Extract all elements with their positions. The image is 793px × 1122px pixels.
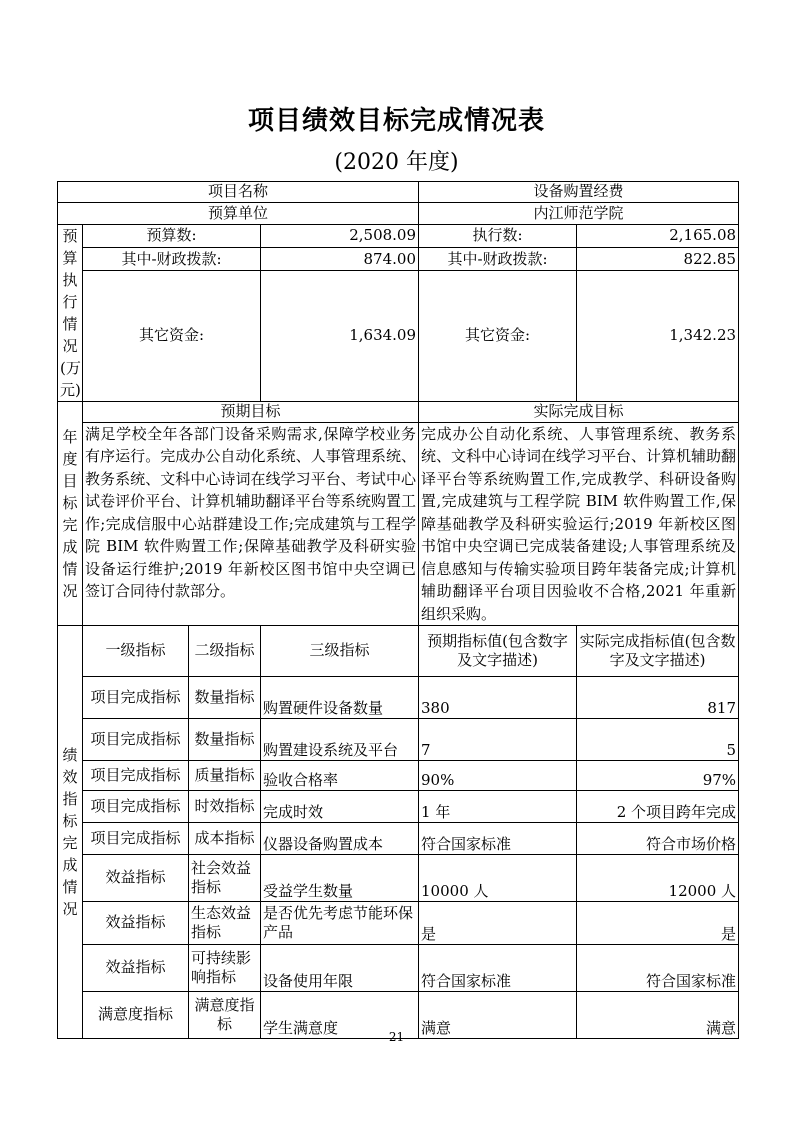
indicator-expected: 90% <box>419 761 577 791</box>
indicator-level3: 购置硬件设备数量 <box>261 677 419 719</box>
project-name-value: 设备购置经费 <box>419 182 739 203</box>
fiscal-exec-value: 822.85 <box>577 248 739 271</box>
project-name-label: 项目名称 <box>58 182 419 203</box>
indicator-row <box>58 677 739 719</box>
indicator-actual: 5 <box>577 719 739 761</box>
indicator-row <box>58 855 739 902</box>
performance-table <box>57 181 739 1039</box>
budget-row <box>58 225 739 248</box>
budget-amount-label: 预算数: <box>83 225 261 248</box>
indicator-actual: 817 <box>577 677 739 719</box>
indicator-level2: 生态效益指标 <box>189 902 261 945</box>
fiscal-budget-value: 874.00 <box>261 248 419 271</box>
indicator-level1: 项目完成指标 <box>83 791 189 823</box>
document-title: 项目绩效目标完成情况表 <box>247 106 545 136</box>
indicator-row <box>58 945 739 992</box>
indicator-header-row <box>58 626 739 677</box>
indicator-level1: 项目完成指标 <box>83 677 189 719</box>
indicator-level2: 数量指标 <box>189 719 261 761</box>
indicator-expected: 是 <box>419 902 577 945</box>
indicator-level1: 项目完成指标 <box>83 719 189 761</box>
budget-amount-value: 2,508.09 <box>261 225 419 248</box>
expected-goal-text: 满足学校全年各部门设备采购需求,保障学校业务有序运行。完成办公自动化系统、人事管理系统、教务系统、文科中心诗词在线学习平台、考试中心试卷评价平台、计算机辅助翻译平台等系统购置工作;完成信服中心站群建设工作;完成建筑与工程学院 BIM 软件购置工作;保障基础教学及科研实验设备运行维护;2019 年新校区图书馆中央空调已签订合同待付款部分。 <box>83 422 419 626</box>
budget-unit-value: 内江师范学院 <box>419 203 739 225</box>
indicator-section-label: 绩 效 指 标 完 成 情 况 <box>58 626 83 1039</box>
indicator-expected: 符合国家标准 <box>419 823 577 855</box>
other-budget-label: 其它资金: <box>83 271 261 402</box>
budget-unit-label: 预算单位 <box>58 203 419 225</box>
indicator-actual: 符合国家标准 <box>577 945 739 992</box>
indicator-level1: 满意度指标 <box>83 992 189 1039</box>
indicator-expected: 满意 <box>419 992 577 1039</box>
exec-amount-value: 2,165.08 <box>577 225 739 248</box>
indicator-actual: 是 <box>577 902 739 945</box>
other-funds-row <box>58 271 739 402</box>
indicator-level1: 效益指标 <box>83 945 189 992</box>
actual-goal-header: 实际完成目标 <box>419 402 739 423</box>
indicator-row <box>58 791 739 823</box>
indicator-actual: 满意 <box>577 992 739 1039</box>
indicator-level2: 时效指标 <box>189 791 261 823</box>
header-actual-value: 实际完成指标值(包含数字及文字描述) <box>577 626 739 677</box>
indicator-level2: 可持续影响指标 <box>189 945 261 992</box>
other-exec-label: 其它资金: <box>419 271 577 402</box>
goals-header-row <box>58 402 739 423</box>
indicator-level1: 项目完成指标 <box>83 761 189 791</box>
indicator-level3: 仪器设备购置成本 <box>261 823 419 855</box>
indicator-level3: 购置建设系统及平台 <box>261 719 419 761</box>
indicator-level3: 受益学生数量 <box>261 855 419 902</box>
goals-section-label: 年 度 目 标 完 成 情 况 <box>58 402 83 626</box>
other-budget-value: 1,634.09 <box>261 271 419 402</box>
indicator-level2: 数量指标 <box>189 677 261 719</box>
indicator-level3: 学生满意度 <box>261 992 419 1039</box>
fiscal-row <box>58 248 739 271</box>
indicator-expected: 符合国家标准 <box>419 945 577 992</box>
fiscal-budget-label: 其中-财政拨款: <box>83 248 261 271</box>
indicator-row <box>58 719 739 761</box>
indicator-actual: 符合市场价格 <box>577 823 739 855</box>
indicator-row <box>58 761 739 791</box>
indicator-level2: 满意度指标 <box>189 992 261 1039</box>
document-subtitle: (2020 年度) <box>334 150 459 175</box>
expected-goal-header: 预期目标 <box>83 402 419 423</box>
indicator-actual: 12000 人 <box>577 855 739 902</box>
indicator-row <box>58 823 739 855</box>
goals-text-row <box>58 422 739 626</box>
actual-goal-text: 完成办公自动化系统、人事管理系统、教务系统、文科中心诗词在线学习平台、计算机辅助翻译平台等系统购置工作,完成教学、科研设备购置,完成建筑与工程学院 BIM 软件购置工作,保障基础教学及科研实验运行;2019 年新校区图书馆中央空调已完成装备建设;人事管理系统及信息感知与传输实验项目跨年装备完成;计算机辅助翻译平台项目因验收不合格,2021 年重新组织采购。 <box>419 422 739 626</box>
indicator-expected: 10000 人 <box>419 855 577 902</box>
other-exec-value: 1,342.23 <box>577 271 739 402</box>
indicator-level2: 社会效益指标 <box>189 855 261 902</box>
indicator-expected: 380 <box>419 677 577 719</box>
indicator-level1: 效益指标 <box>83 902 189 945</box>
indicator-row <box>58 902 739 945</box>
fiscal-exec-label: 其中-财政拨款: <box>419 248 577 271</box>
indicator-level3: 设备使用年限 <box>261 945 419 992</box>
indicator-expected: 1 年 <box>419 791 577 823</box>
indicator-level1: 效益指标 <box>83 855 189 902</box>
header-level1: 一级指标 <box>83 626 189 677</box>
indicator-expected: 7 <box>419 719 577 761</box>
indicator-level3: 完成时效 <box>261 791 419 823</box>
page-number: 21 <box>388 1030 405 1044</box>
header-expected-value: 预期指标值(包含数字及文字描述) <box>419 626 577 677</box>
header-level2: 二级指标 <box>189 626 261 677</box>
indicator-level2: 质量指标 <box>189 761 261 791</box>
indicator-level3: 验收合格率 <box>261 761 419 791</box>
indicator-actual: 2 个项目跨年完成 <box>577 791 739 823</box>
indicator-level2: 成本指标 <box>189 823 261 855</box>
indicator-actual: 97% <box>577 761 739 791</box>
exec-amount-label: 执行数: <box>419 225 577 248</box>
budget-unit-row <box>58 203 739 225</box>
indicator-level1: 项目完成指标 <box>83 823 189 855</box>
header-level3: 三级指标 <box>261 626 419 677</box>
budget-section-label: 预 算 执 行 情 况 (万 元) <box>58 225 83 402</box>
indicator-level3: 是否优先考虑节能环保产品 <box>261 902 419 945</box>
project-name-row <box>58 182 739 203</box>
